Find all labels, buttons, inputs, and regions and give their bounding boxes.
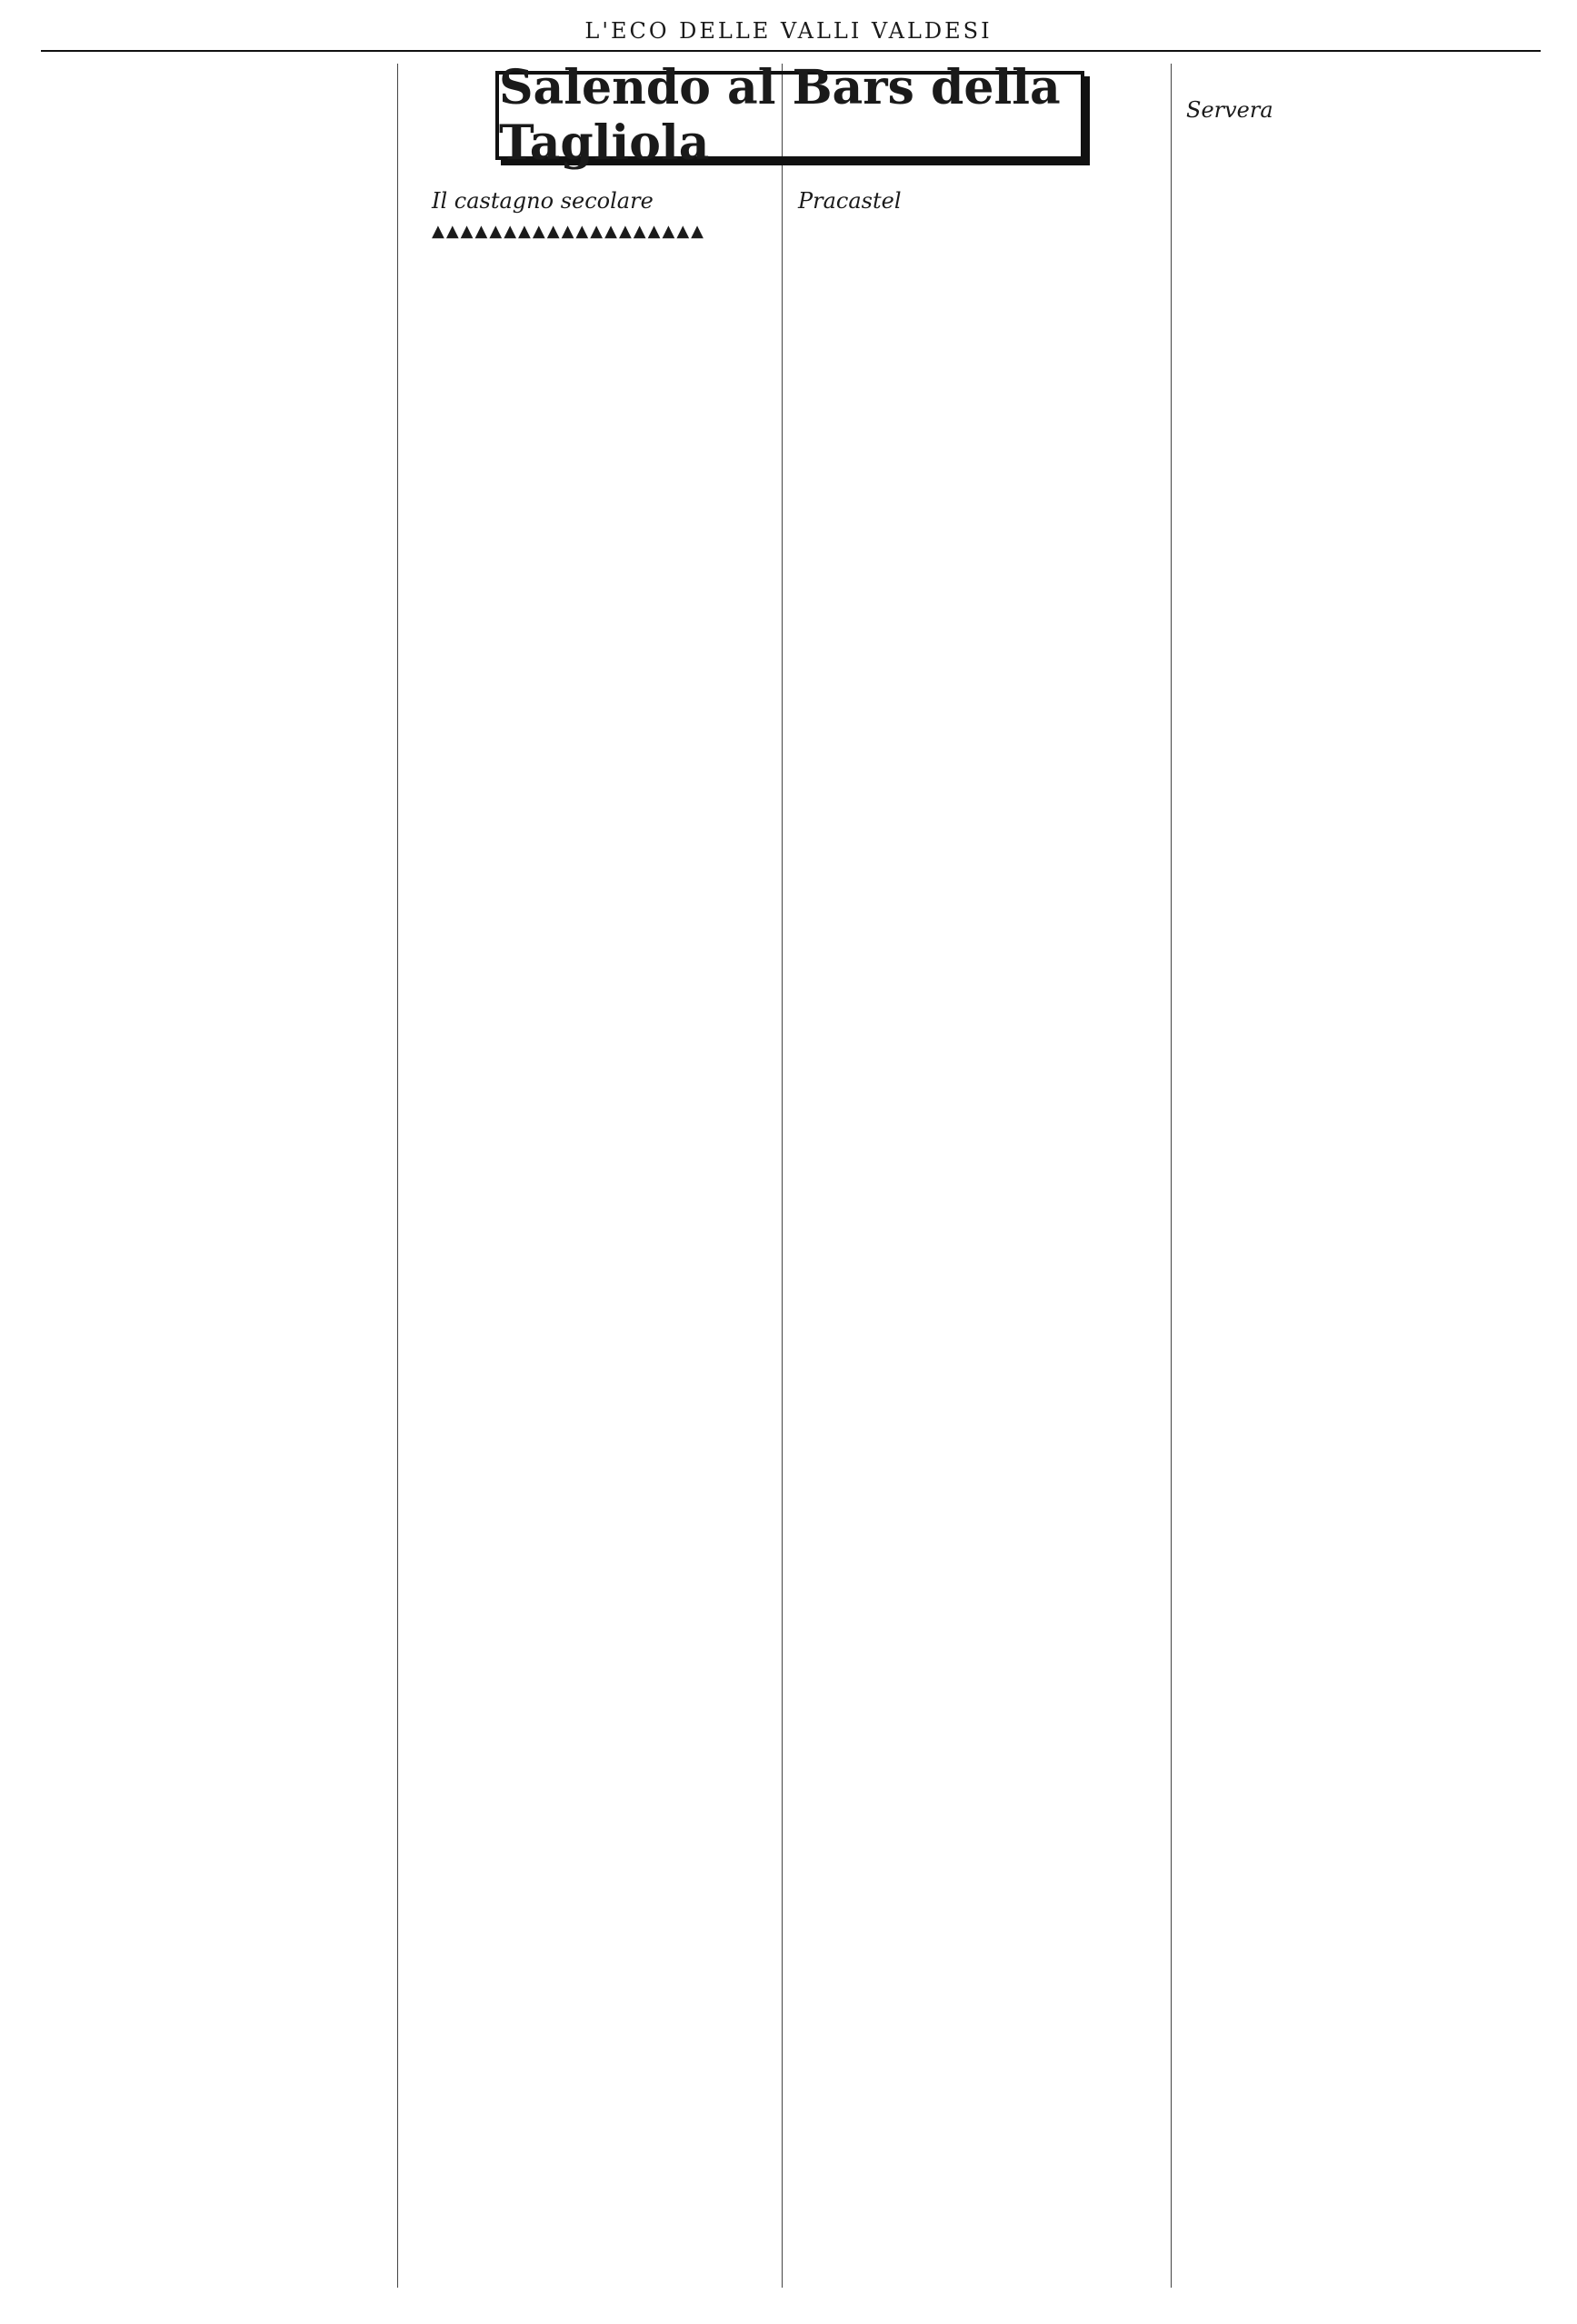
masthead: L'ECO DELLE VALLI VALDESI [584, 18, 993, 44]
column-4 [1186, 86, 1536, 2309]
header-rule [41, 50, 1541, 52]
subhead-servera: Servera [1186, 97, 1273, 123]
column-2 [432, 177, 768, 2309]
column-divider [782, 64, 783, 2288]
subhead-pracastel: Pracastel [798, 188, 902, 214]
column-1 [41, 64, 386, 2309]
subhead-castagno: Il castagno secolare [432, 188, 654, 214]
column-3 [798, 177, 1143, 2309]
ornament-divider: ▲▲▲▲▲▲▲▲▲▲▲▲▲▲▲▲▲▲▲ [432, 222, 706, 241]
column-divider [1171, 64, 1172, 2288]
column-divider [397, 64, 398, 2288]
article-title: Salendo al Bars della Tagliola [495, 71, 1084, 160]
